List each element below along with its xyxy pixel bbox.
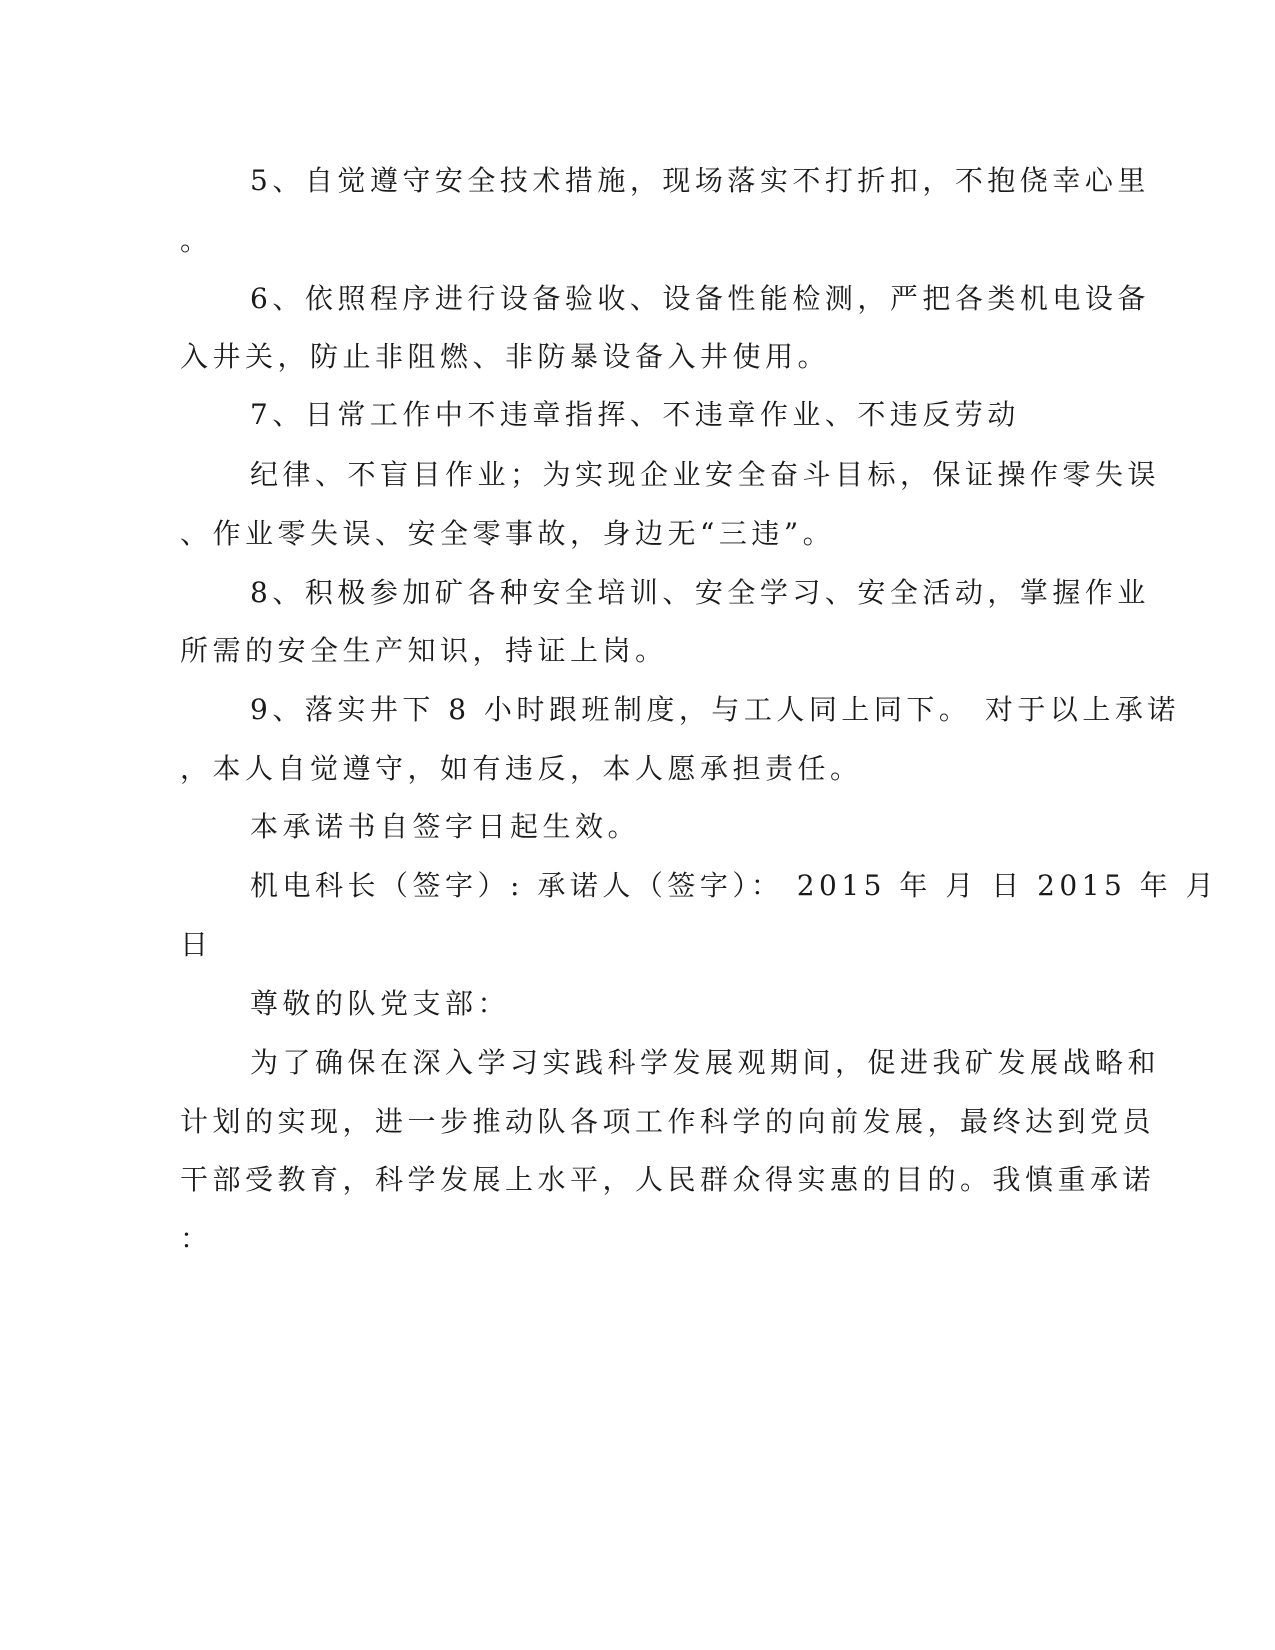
paragraph-item-5-continuation: 。 bbox=[180, 224, 213, 257]
signature-line-continuation: 日 bbox=[180, 928, 213, 961]
paragraph-item-7-line-2: 纪律、不盲目作业；为实现企业安全奋斗目标，保证操作零失误 bbox=[250, 458, 1161, 491]
paragraph-item-5: 5、自觉遵守安全技术措施，现场落实不打折扣，不抱侥幸心里 bbox=[250, 164, 1150, 197]
pledge-paragraph: 为了确保在深入学习实践科学发展观期间，促进我矿发展战略和 bbox=[250, 1046, 1161, 1079]
paragraph-item-7-line-3: 、作业零失误、安全零事故，身边无“三违”。 bbox=[180, 517, 836, 550]
paragraph-item-8: 8、积极参加矿各种安全培训、安全学习、安全活动，掌握作业 bbox=[250, 576, 1150, 609]
paragraph-item-9: 9、落实井下 8 小时跟班制度，与工人同上同下。 对于以上承诺 bbox=[250, 693, 1180, 726]
pledge-paragraph-line-4: ： bbox=[180, 1222, 213, 1255]
pledge-paragraph-line-3: 干部受教育，科学发展上水平，人民群众得实惠的目的。我慎重承诺 bbox=[180, 1163, 1156, 1196]
paragraph-item-7: 7、日常工作中不违章指挥、不违章作业、不违反劳动 bbox=[250, 398, 1020, 431]
paragraph-item-6-continuation: 入井关，防止非阻燃、非防暴设备入井使用。 bbox=[180, 340, 831, 373]
paragraph-item-8-continuation: 所需的安全生产知识，持证上岗。 bbox=[180, 634, 668, 667]
paragraph-item-6: 6、依照程序进行设备验收、设备性能检测，严把各类机电设备 bbox=[250, 282, 1150, 315]
signature-line: 机电科长（签字）: 承诺人（签字）： 2015 年 月 日 2015 年 月 bbox=[250, 869, 1219, 902]
paragraph-item-9-continuation: ，本人自觉遵守，如有违反，本人愿承担责任。 bbox=[180, 752, 863, 785]
pledge-paragraph-line-2: 计划的实现，进一步推动队各项工作科学的向前发展，最终达到党员 bbox=[180, 1105, 1156, 1138]
effective-statement: 本承诺书自签字日起生效。 bbox=[250, 810, 641, 843]
salutation: 尊敬的队党支部： bbox=[250, 987, 511, 1020]
